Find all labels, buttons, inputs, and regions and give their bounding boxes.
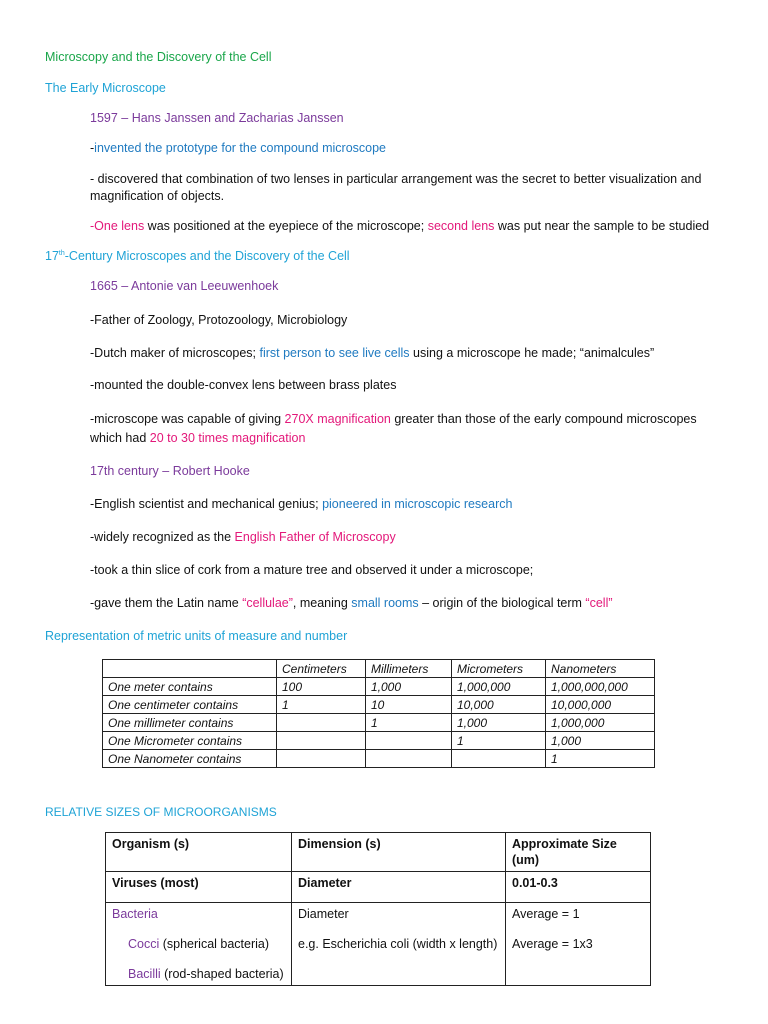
table-cell: Organism (s) xyxy=(106,833,292,872)
table-cell: Micrometers xyxy=(452,660,546,678)
section-heading-relative-sizes: RELATIVE SIZES OF MICROORGANISMS xyxy=(45,805,277,819)
table-cell: Viruses (most) xyxy=(106,872,292,903)
table-cell: Centimeters xyxy=(277,660,366,678)
table-cell xyxy=(452,750,546,768)
body-text: -English scientist and mechanical genius; xyxy=(90,497,323,511)
table-cell: One Nanometer contains xyxy=(103,750,277,768)
highlight-text: first person to see live cells xyxy=(259,346,410,360)
heading-text: 17 xyxy=(45,249,59,263)
highlight-text: pioneered in microscopic research xyxy=(322,497,513,511)
table-cell: One Micrometer contains xyxy=(103,732,277,750)
table-header-row xyxy=(103,660,655,678)
janssen-line-3 xyxy=(90,218,709,234)
table-row xyxy=(103,696,655,714)
leeuwenhoek-line-3: -mounted the double-convex lens between brass plates xyxy=(90,378,397,392)
janssen-line-1 xyxy=(90,140,386,156)
dimension-text: Diameter xyxy=(298,907,349,921)
hooke-line-2 xyxy=(90,529,396,545)
table-cell: 1,000 xyxy=(452,714,546,732)
table-cell: 100 xyxy=(277,678,366,696)
table-cell: 0.01-0.3 xyxy=(506,872,651,903)
table-cell xyxy=(103,660,277,678)
table-cell: Dimension (s) xyxy=(292,833,506,872)
table-cell xyxy=(366,750,452,768)
janssen-line-2a: - discovered that combination of two lenses in particular arrangement was the secret to better visualization and xyxy=(90,172,702,186)
body-text: – origin of the biological term xyxy=(418,596,586,610)
body-text: was positioned at the eyepiece of the microscope; xyxy=(144,219,428,233)
dimension-text: e.g. Escherichia coli (width x length) xyxy=(298,937,498,951)
table-cell: 1 xyxy=(452,732,546,750)
highlight-text: English Father of Microscopy xyxy=(234,530,396,544)
body-text: using a microscope he made; “animalcules” xyxy=(409,346,655,360)
superscript: th xyxy=(58,249,65,257)
subtype-desc: (rod-shaped bacteria) xyxy=(160,967,284,981)
heading-text: -Century Microscopes and the Discovery of the Cell xyxy=(64,249,350,263)
size-text: Average = 1x3 xyxy=(512,937,593,951)
table-cell: 1 xyxy=(366,714,452,732)
table-cell: One millimeter contains xyxy=(103,714,277,732)
section-heading-metric-units: Representation of metric units of measure and number xyxy=(45,629,348,643)
relative-sizes-table xyxy=(105,832,651,986)
body-text: greater than those of the early compound microscopes xyxy=(390,412,697,426)
table-cell: 1 xyxy=(277,696,366,714)
document-title: Microscopy and the Discovery of the Cell xyxy=(45,50,272,64)
table-cell: Millimeters xyxy=(366,660,452,678)
table-cell: Approximate Size (um) xyxy=(506,833,651,872)
table-cell: 1,000 xyxy=(366,678,452,696)
leeuwenhoek-line-5 xyxy=(90,430,305,446)
body-text: was put near the sample to be studied xyxy=(494,219,710,233)
section-heading-early-microscope: The Early Microscope xyxy=(45,81,166,95)
hooke-line-4 xyxy=(90,595,613,611)
table-cell: 1,000 xyxy=(546,732,655,750)
organism-subtype xyxy=(112,936,285,952)
table-cell: Nanometers xyxy=(546,660,655,678)
highlight-text: “cellulae” xyxy=(242,596,293,610)
janssen-line-2b: magnification of objects. xyxy=(90,189,225,203)
leeuwenhoek-line-1: -Father of Zoology, Protozoology, Microbiology xyxy=(90,313,348,327)
table-header-row xyxy=(106,833,651,872)
body-text: -gave them the Latin name xyxy=(90,596,243,610)
table-cell xyxy=(506,903,651,986)
hooke-heading: 17th century – Robert Hooke xyxy=(90,464,250,478)
table-row xyxy=(103,750,655,768)
table-cell: 10,000,000 xyxy=(546,696,655,714)
body-text: , meaning xyxy=(292,596,352,610)
metric-units-table xyxy=(102,659,655,768)
subtype-name: Cocci xyxy=(128,937,160,951)
table-row xyxy=(103,714,655,732)
table-cell: 1,000,000,000 xyxy=(546,678,655,696)
table-cell: One centimeter contains xyxy=(103,696,277,714)
organism-name: Bacteria xyxy=(112,907,158,921)
leeuwenhoek-heading: 1665 – Antonie van Leeuwenhoek xyxy=(90,279,279,293)
highlight-text: small rooms xyxy=(351,596,419,610)
table-row xyxy=(106,872,651,903)
highlight-text: 270X magnification xyxy=(284,412,391,426)
highlight-text: second lens xyxy=(427,219,495,233)
body-text: -microscope was capable of giving xyxy=(90,412,285,426)
table-row xyxy=(106,903,651,986)
table-cell xyxy=(366,732,452,750)
subtype-desc: (spherical bacteria) xyxy=(159,937,270,951)
hooke-line-3: -took a thin slice of cork from a mature tree and observed it under a microscope; xyxy=(90,563,534,577)
table-cell: 1,000,000 xyxy=(546,714,655,732)
leeuwenhoek-line-2 xyxy=(90,345,654,361)
table-cell xyxy=(277,732,366,750)
section-heading-17th-century xyxy=(45,248,350,264)
leeuwenhoek-line-4 xyxy=(90,411,697,427)
hooke-line-1 xyxy=(90,496,512,512)
body-text: -widely recognized as the xyxy=(90,530,235,544)
table-cell: One meter contains xyxy=(103,678,277,696)
table-cell xyxy=(106,903,292,986)
table-row xyxy=(103,678,655,696)
table-cell: Diameter xyxy=(292,872,506,903)
body-text: -Dutch maker of microscopes; xyxy=(90,346,260,360)
table-cell xyxy=(277,714,366,732)
table-cell: 10 xyxy=(366,696,452,714)
body-text: which had xyxy=(90,431,150,445)
highlight-text: invented the prototype for the compound microscope xyxy=(94,141,387,155)
table-cell xyxy=(292,903,506,986)
subtype-name: Bacilli xyxy=(128,967,161,981)
table-cell: 10,000 xyxy=(452,696,546,714)
organism-subtype xyxy=(112,966,285,982)
table-row xyxy=(103,732,655,750)
size-text: Average = 1 xyxy=(512,907,580,921)
table-cell: 1 xyxy=(546,750,655,768)
dash: - xyxy=(90,141,95,155)
janssen-heading: 1597 – Hans Janssen and Zacharias Janssen xyxy=(90,111,344,125)
highlight-text: 20 to 30 times magnification xyxy=(149,431,306,445)
table-cell: 1,000,000 xyxy=(452,678,546,696)
table-cell xyxy=(277,750,366,768)
highlight-text: “cell” xyxy=(585,596,613,610)
highlight-text: -One lens xyxy=(90,219,145,233)
